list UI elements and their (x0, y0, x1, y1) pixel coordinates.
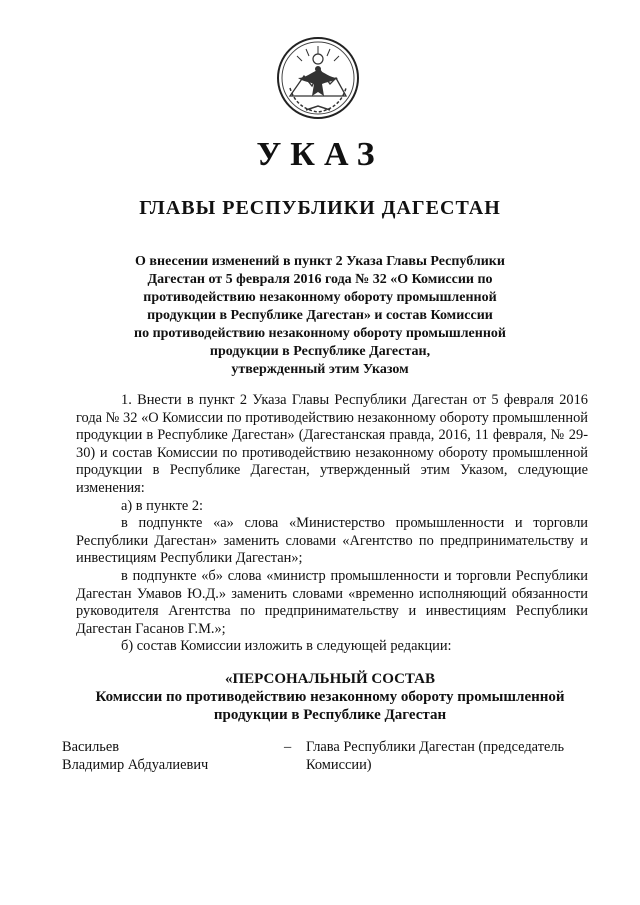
composition-line: продукции в Республике Дагестан (213, 707, 447, 723)
heading-line: Дагестан от 5 февраля 2016 года № 32 «О Комиссии по (147, 272, 493, 287)
member-role (306, 738, 606, 774)
member-role-line: Глава Республики Дагестан (председатель (306, 739, 565, 755)
composition-title: «ПЕРСОНАЛЬНЫЙ СОСТАВ (224, 671, 436, 687)
paragraph-subpoint-a: в подпункте «а» слова «Министерство промышленности и торговли Республики Дагестан» заменить словами «Агентство по предпринимательству и инвестициям Республики Дагестан»; (76, 515, 588, 567)
heading-line: продукции в Республике Дагестан, (209, 344, 431, 359)
paragraph-subpoint-b: в подпункте «б» слова «министр промышленности и торговли Республики Дагестан Умавов Ю.Д.» заменить словами «временно исполняющий обязанности руководителя Агентства по предпринимательству и инвестициям Республики Дагестан Гасанов Г.М.»; (76, 567, 588, 637)
paragraph-amendment: 1. Внести в пункт 2 Указа Главы Республики Дагестан от 5 февраля 2016 года № 32 «О Комиссии по противодействию незаконному обороту промышленной продукции в Республике Дагестан» (Дагестанская правда, 2016, 11 февраля, № 29-30) и состав Комиссии по противодействию незаконному обороту промышленной продукции в Республике Дагестан, утвержденный этим Указом, следующие изменения: (76, 392, 588, 496)
dagestan-coat-of-arms-icon (276, 36, 360, 120)
heading-line: О внесении изменений в пункт 2 Указа Главы Республики (135, 254, 505, 269)
member-given-names: Владимир Абдуалиевич (62, 757, 209, 773)
composition-heading (70, 670, 590, 724)
heading-line: по противодействию незаконному обороту промышленной (134, 326, 506, 341)
heading-line: утвержденный этим Указом (231, 362, 409, 377)
member-role-line: Комиссии) (306, 757, 372, 773)
issuer-subtitle: ГЛАВЫ РЕСПУБЛИКИ ДАГЕСТАН (139, 197, 501, 219)
paragraph-point-a: а) в пункте 2: (121, 497, 204, 514)
member-dash: – (284, 739, 292, 755)
heading-line: продукции в Республике Дагестан» и состав Комиссии (147, 308, 493, 323)
decree-heading (110, 253, 530, 379)
composition-line: Комиссии по противодействию незаконному обороту промышленной (95, 689, 565, 705)
paragraph-point-b: б) состав Комиссии изложить в следующей редакции: (121, 638, 452, 655)
member-name (62, 738, 262, 774)
heading-line: противодействию незаконному обороту промышленной (143, 290, 497, 305)
member-surname: Васильев (62, 739, 120, 755)
document-type-title: УКАЗ (256, 136, 384, 173)
decree-body (76, 392, 588, 656)
